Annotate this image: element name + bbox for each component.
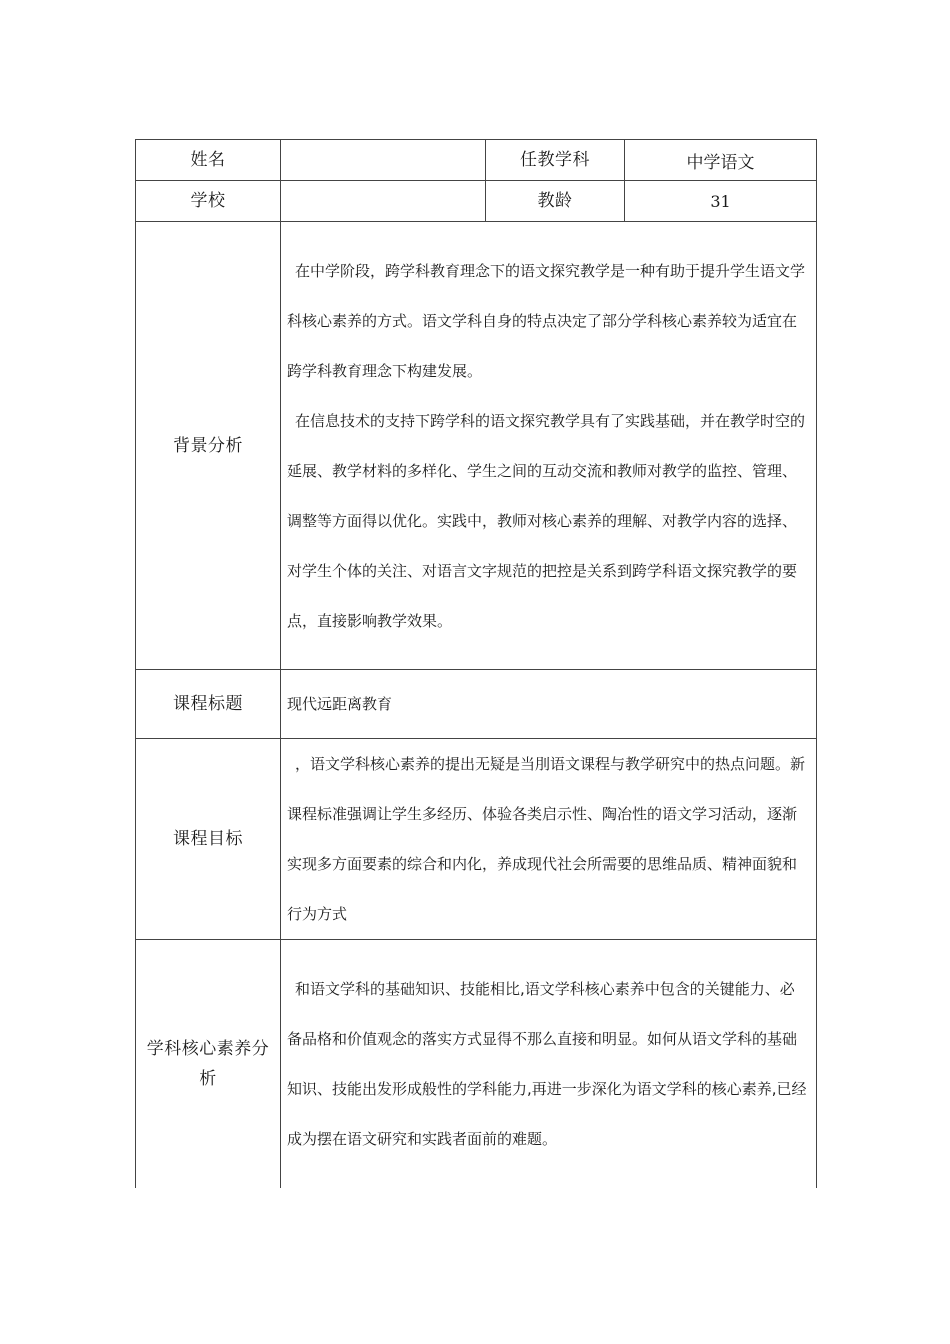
table-row-course-goal — [136, 739, 817, 940]
background-label: 背景分析 — [136, 222, 281, 670]
subject-value: 中学语文 — [625, 140, 817, 181]
core-analysis-label: 学科核心素养分析 — [136, 940, 281, 1188]
table-row-school — [136, 181, 817, 222]
school-value — [281, 181, 486, 222]
course-title-value: 现代远距离教育 — [281, 670, 817, 739]
background-content — [281, 222, 817, 670]
course-goal-paragraph: ，语文学科核心素养的提出无疑是当刖语文课程与教学研究中的热点问题。新课程标准强调让学生多经历、体验各类启示性、陶冶性的语文学习活动，逐渐实现多方面要素的综合和内化，养成现代社会所需要的思维品质、精神面貌和行为方式 — [287, 755, 806, 923]
school-label: 学校 — [136, 181, 281, 222]
table-row-course-title — [136, 670, 817, 739]
table-row-core-analysis — [136, 940, 817, 1188]
name-value — [281, 140, 486, 181]
background-paragraph-2: 在信息技术的支持下跨学科的语文探究教学具有了实践基础，并在教学时空的延展、教学材料的多样化、学生之间的互动交流和教师对教学的监控、管理、调整等方面得以优化。实践中，教师对核心素养的理解、对教学内容的选择、对学生个体的关注、对语言文字规范的把控是关系到跨学科语文探究教学的要点，直接影响教学效果。 — [287, 411, 806, 630]
teacher-info-table — [135, 139, 817, 1188]
table-row-background — [136, 222, 817, 670]
table-row-name — [136, 140, 817, 181]
teaching-years-value: 31 — [625, 181, 817, 222]
background-paragraph-1: 在中学阶段，跨学科教育理念下的语文探究教学是一种有助于提升学生语文学科核心素养的方式。语文学科自身的特点决定了部分学科核心素养较为适宜在跨学科教育理念下构建发展。 — [287, 261, 806, 380]
course-goal-label: 课程目标 — [136, 739, 281, 940]
teaching-years-label: 教龄 — [486, 181, 625, 222]
course-title-label: 课程标题 — [136, 670, 281, 739]
course-goal-content — [281, 739, 817, 940]
name-label: 姓名 — [136, 140, 281, 181]
core-analysis-paragraph: 和语文学科的基础知识、技能相比,语文学科核心素养中包含的关键能力、必备品格和价值观念的落实方式显得不那么直接和明显。如何从语文学科的基础知识、技能出发形成般性的学科能力,再进一步深化为语文学科的核心素养,已经成为摆在语文研究和实践者面前的难题。 — [287, 979, 807, 1148]
subject-label: 任教学科 — [486, 140, 625, 181]
core-analysis-content — [281, 940, 817, 1188]
